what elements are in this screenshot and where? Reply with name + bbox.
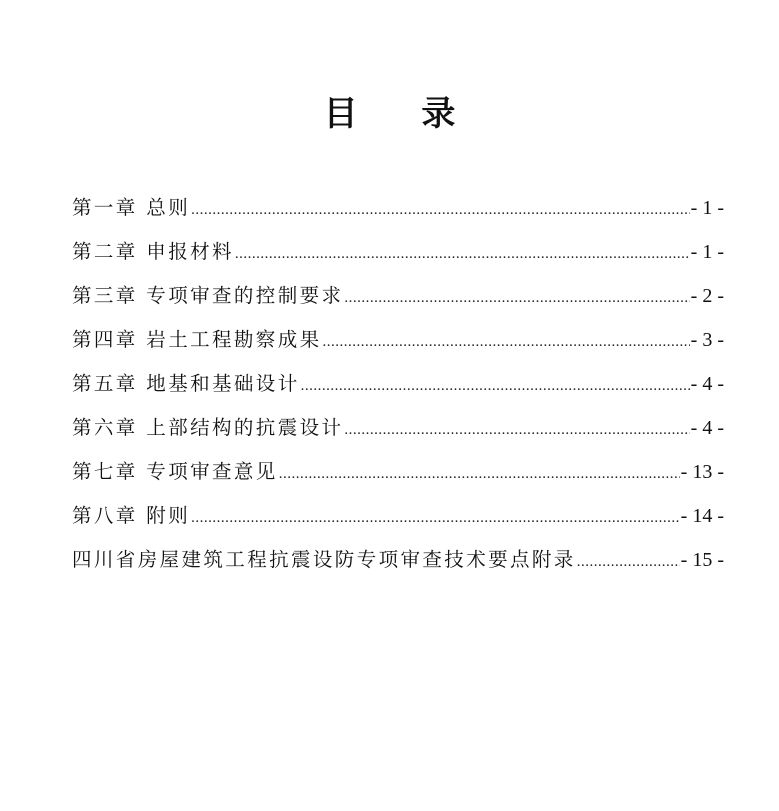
- toc-entry[interactable]: [72, 406, 724, 450]
- toc-leader-dots: [235, 232, 690, 276]
- toc-leader-dots: [191, 496, 680, 540]
- toc-leader-dots: [344, 276, 689, 320]
- toc-entry-label: 第八章 附则: [72, 504, 191, 527]
- toc-title: 目 录: [323, 94, 482, 134]
- toc-entry-label: 四川省房屋建筑工程抗震设防专项审查技术要点附录: [72, 548, 576, 571]
- toc-entry[interactable]: [72, 274, 724, 318]
- toc-leader-dots: [577, 540, 680, 584]
- toc-entry-label: 第六章 上部结构的抗震设计: [72, 416, 344, 439]
- toc-entry[interactable]: [72, 186, 724, 230]
- toc-entry-page: - 4 -: [690, 373, 724, 395]
- toc-entry-page: - 14 -: [680, 505, 724, 527]
- toc-leader-dots: [279, 452, 680, 496]
- toc-entry-label: 第三章 专项审查的控制要求: [72, 284, 344, 307]
- toc-entry-page: - 4 -: [690, 417, 724, 439]
- toc-entry-label: 第七章 专项审查意见: [72, 460, 278, 483]
- toc-entry-label: 第二章 申报材料: [72, 240, 234, 263]
- toc-leader-dots: [344, 408, 689, 452]
- toc-entry[interactable]: [72, 538, 724, 582]
- toc-leader-dots: [323, 320, 690, 364]
- toc-entry-label: 第四章 岩土工程勘察成果: [72, 328, 322, 351]
- toc-entry-page: - 13 -: [680, 461, 724, 483]
- toc-leader-dots: [301, 364, 690, 408]
- toc-list: [72, 186, 724, 582]
- toc-entry[interactable]: [72, 450, 724, 494]
- toc-entry-page: - 3 -: [690, 329, 724, 351]
- toc-entry[interactable]: [72, 230, 724, 274]
- toc-entry-page: - 15 -: [680, 549, 724, 571]
- toc-leader-dots: [191, 188, 690, 232]
- toc-entry[interactable]: [72, 362, 724, 406]
- toc-entry-page: - 2 -: [690, 285, 724, 307]
- toc-entry-page: - 1 -: [690, 241, 724, 263]
- toc-entry-label: 第一章 总则: [72, 196, 191, 219]
- toc-entry[interactable]: [72, 494, 724, 538]
- toc-entry-page: - 1 -: [690, 197, 724, 219]
- toc-entry[interactable]: [72, 318, 724, 362]
- toc-entry-label: 第五章 地基和基础设计: [72, 372, 300, 395]
